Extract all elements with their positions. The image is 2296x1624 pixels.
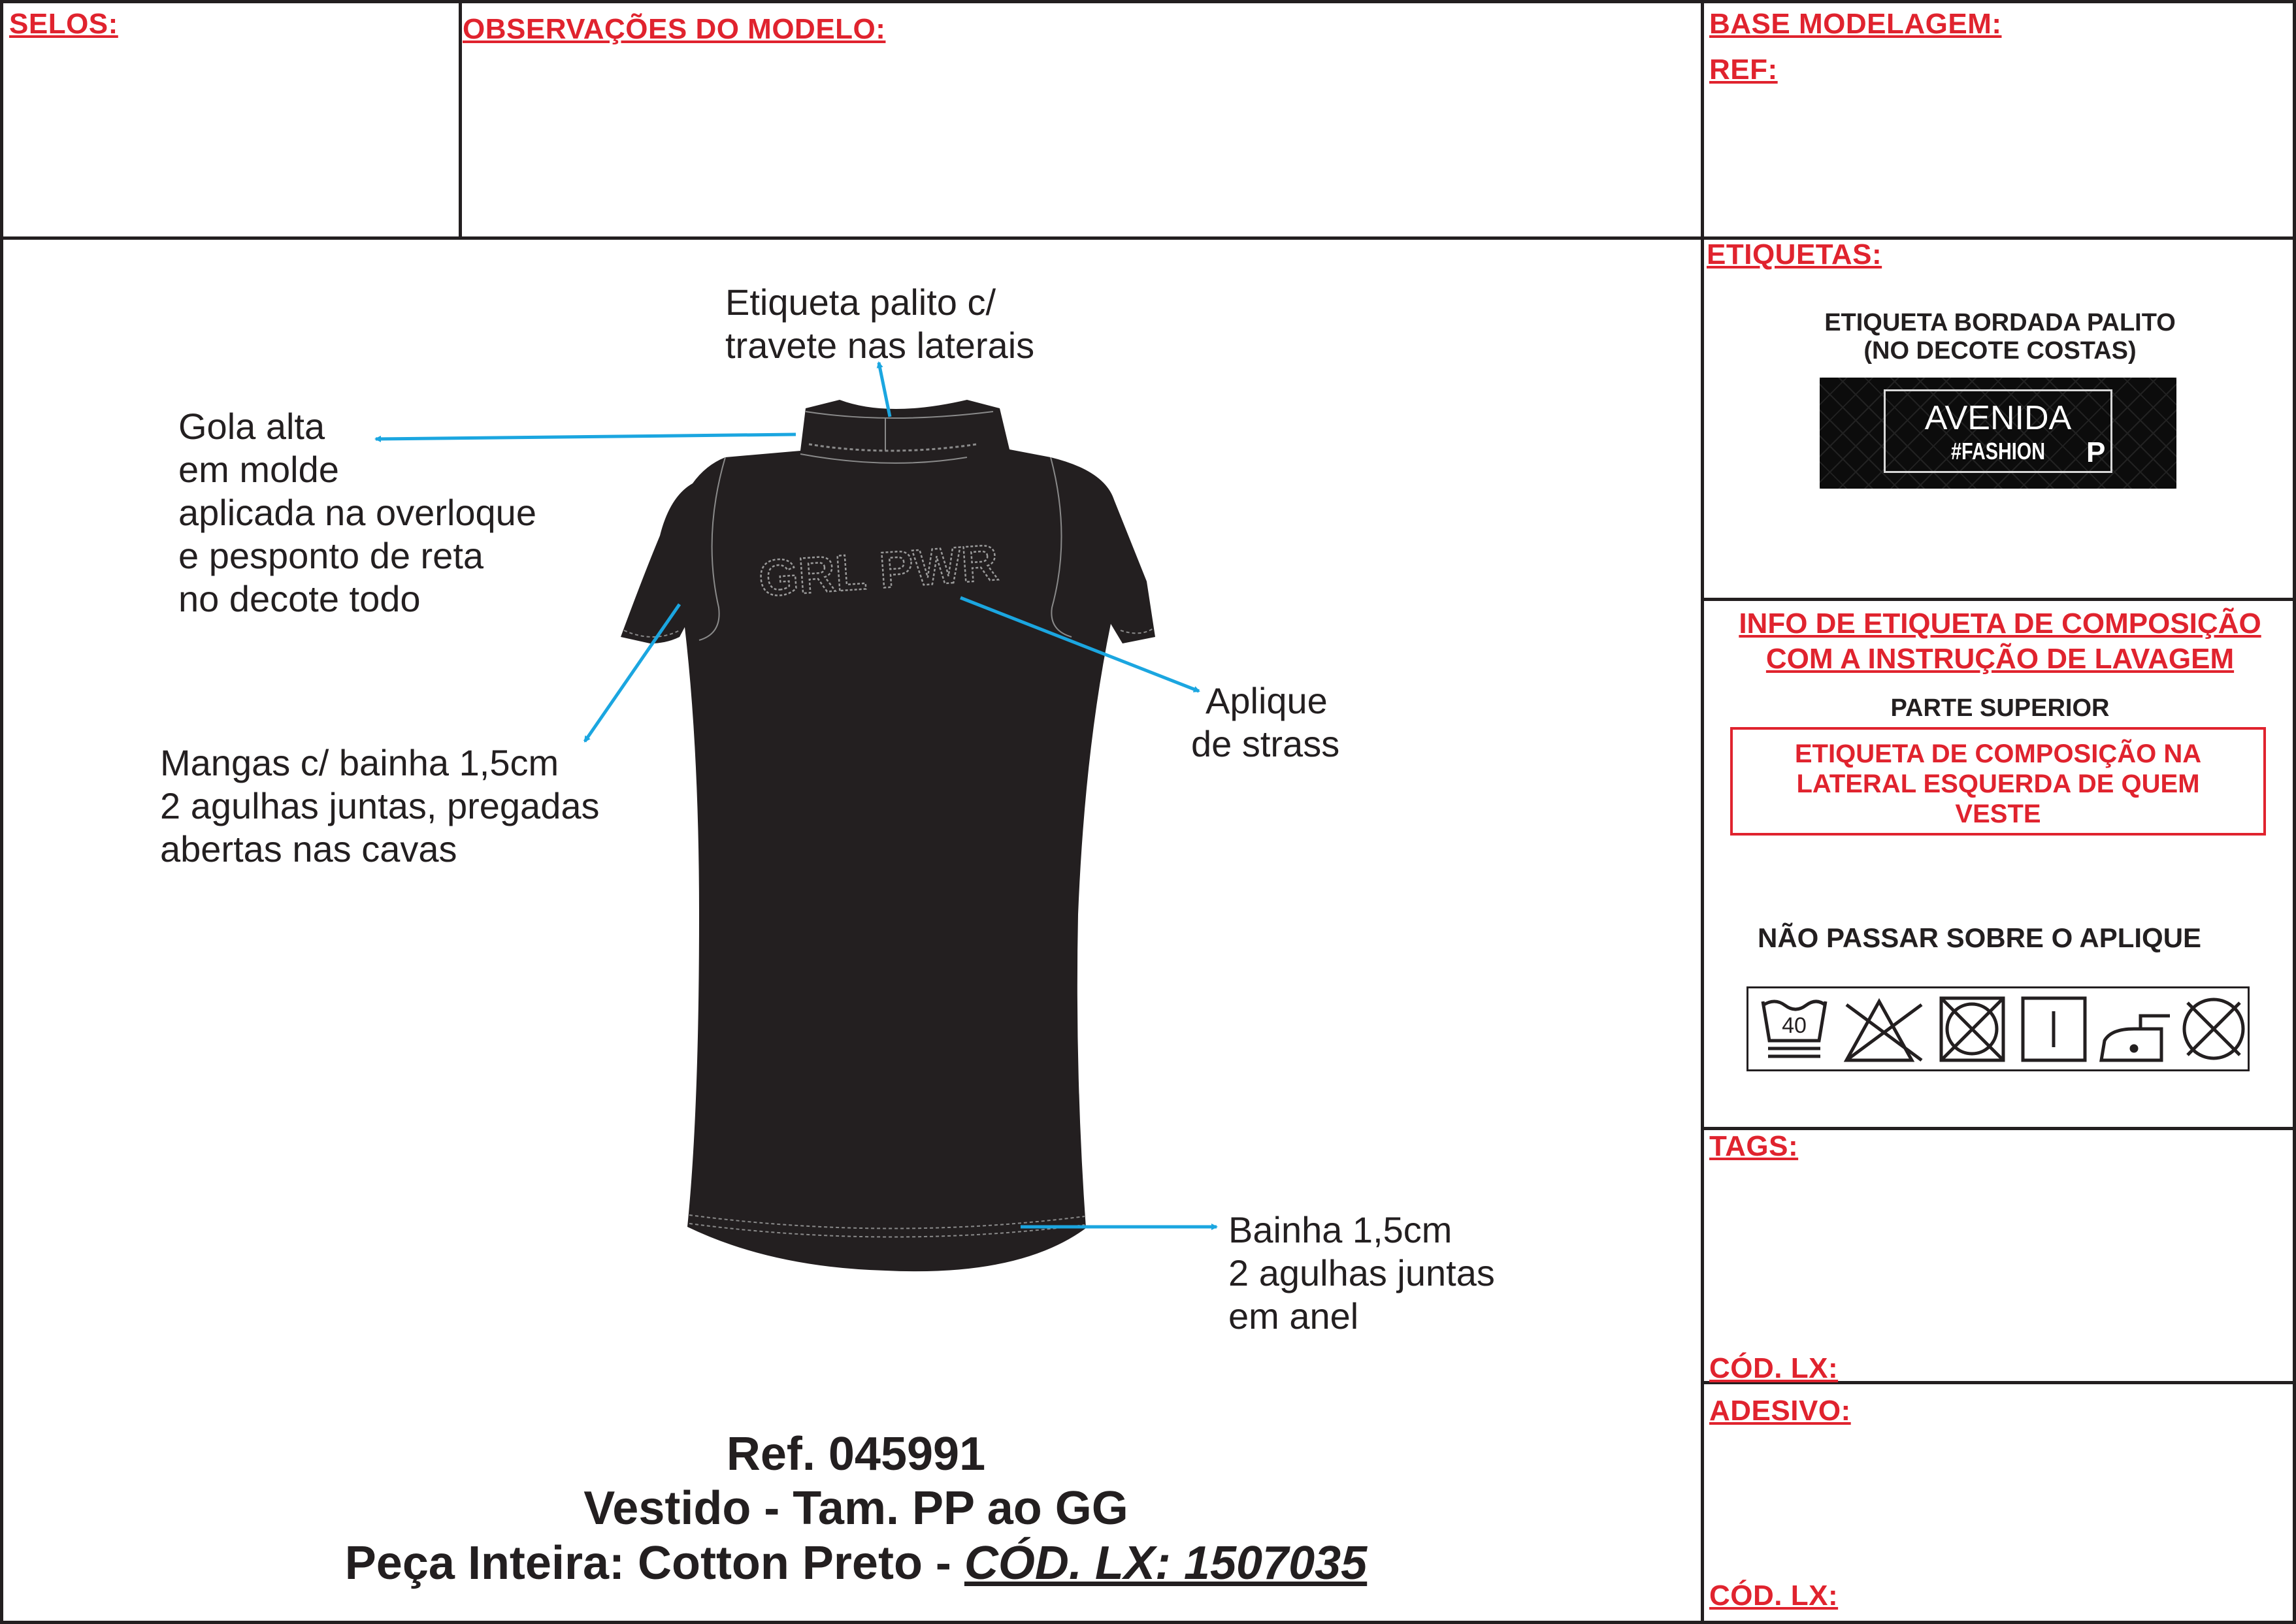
- svg-text:40: 40: [1782, 1013, 1807, 1038]
- annotation-aplique: Aplique de strass: [1191, 680, 1340, 764]
- wash-40-icon: [1763, 1001, 1826, 1056]
- line-dry-icon: [2023, 998, 2085, 1060]
- caption-material: Peça Inteira: Cotton Preto - CÓD. LX: 1507035: [344, 1537, 1368, 1589]
- annotation-gola: Gola alta em molde aplicada na overloque e pesponto de reta no decote todo: [178, 406, 536, 619]
- ref-label: REF:: [1709, 54, 1778, 86]
- nao-passar-note: NÃO PASSAR SOBRE O APLIQUE: [1758, 922, 2202, 953]
- annotation-mangas: Mangas c/ bainha 1,5cm 2 agulhas juntas, pregadas abertas nas cavas: [160, 742, 600, 869]
- brand-sub: #FASHION: [1950, 438, 2046, 464]
- caption-cod-lx: CÓD. LX: 1507035: [964, 1537, 1368, 1589]
- annotation-etiqueta-palito: Etiqueta palito c/ travete nas laterais: [725, 282, 1035, 366]
- info-title-2: COM A INSTRUÇÃO DE LAVAGEM: [1765, 643, 2235, 675]
- adesivo-label: ADESIVO:: [1709, 1395, 1851, 1427]
- composicao-note: ETIQUETA DE COMPOSIÇÃO NA LATERAL ESQUERDA DE QUEM VESTE: [1730, 727, 2266, 836]
- etiqueta-desc-2: (NO DECOTE COSTAS): [1863, 337, 2137, 365]
- care-symbols: [1747, 986, 2250, 1071]
- etiqueta-desc-1: ETIQUETA BORDADA PALITO: [1824, 309, 2176, 336]
- info-title-1: INFO DE ETIQUETA DE COMPOSIÇÃO: [1739, 608, 2261, 640]
- no-tumble-dry-icon: [1941, 998, 2003, 1060]
- caption-ref: Ref. 045991: [726, 1428, 986, 1480]
- tags-cod-lx-label: CÓD. LX:: [1709, 1352, 1839, 1384]
- brand-size: P: [2086, 436, 2106, 468]
- annotation-bainha: Bainha 1,5cm 2 agulhas juntas em anel: [1228, 1209, 1495, 1337]
- iron-low-icon: [2101, 1016, 2170, 1060]
- tags-label: TAGS:: [1709, 1130, 1799, 1162]
- no-bleach-icon: [1846, 1001, 1922, 1060]
- print-graphic: GRL PWR: [757, 533, 1000, 608]
- adesivo-cod-lx-label: CÓD. LX:: [1709, 1580, 1839, 1612]
- dress-body: [621, 400, 1155, 1271]
- brand-label: [1820, 378, 2176, 489]
- caption-product: Vestido - Tam. PP ao GG: [583, 1482, 1128, 1535]
- no-dry-clean-icon: [2184, 999, 2243, 1058]
- etiquetas-label: ETIQUETAS:: [1707, 238, 1882, 270]
- base-modelagem-label: BASE MODELAGEM:: [1709, 8, 2002, 40]
- observacoes-label: OBSERVAÇÕES DO MODELO:: [463, 13, 886, 45]
- selos-label: SELOS:: [9, 8, 118, 40]
- brand-name: AVENIDA: [1924, 399, 2072, 437]
- parte-superior: PARTE SUPERIOR: [1890, 694, 2110, 722]
